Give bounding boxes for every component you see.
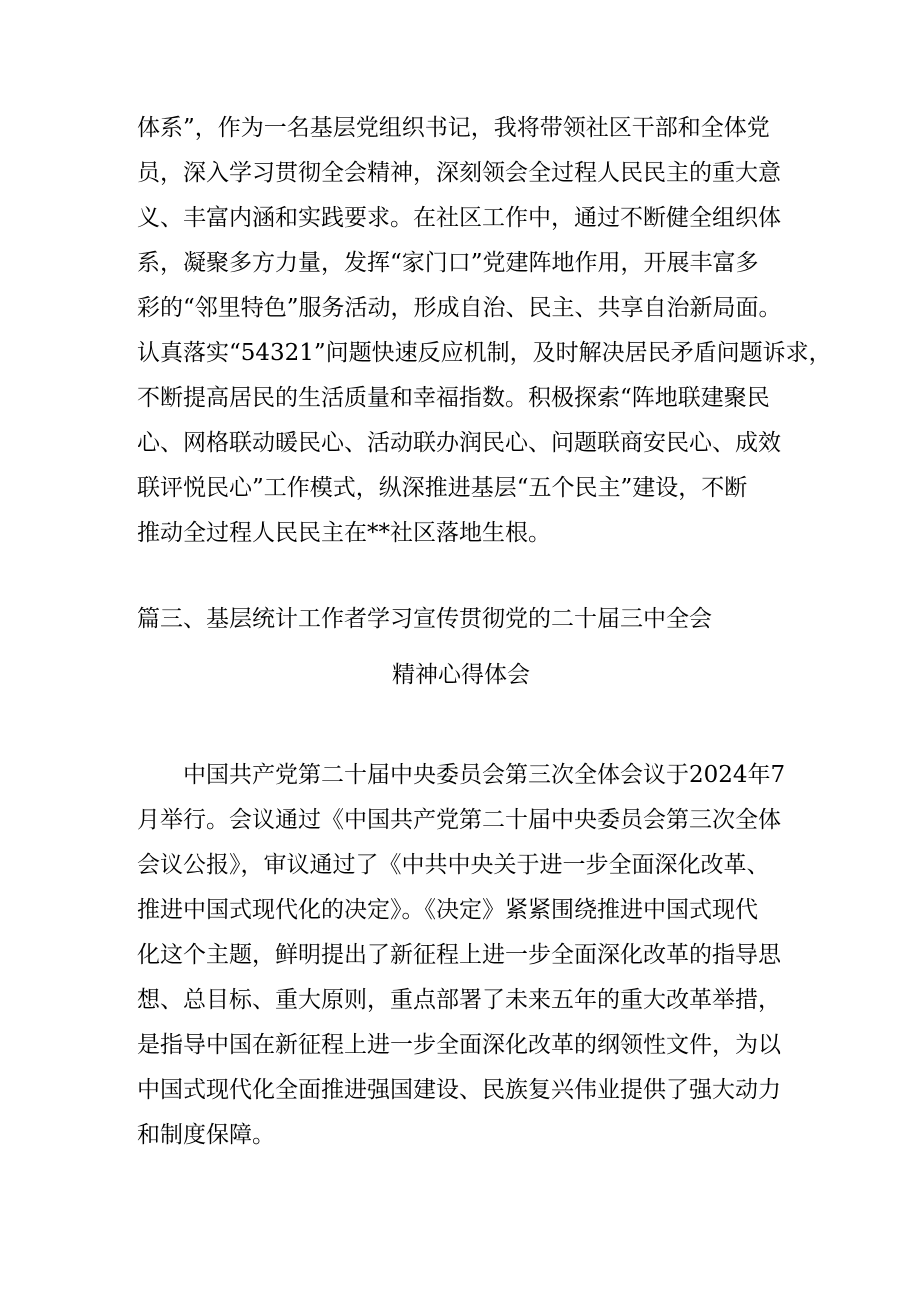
text-line: 月举行。会议通过《中国共产党第二十届中央委员会第三次全体 [137, 807, 781, 833]
text-line: 和制度保障。 [137, 1122, 275, 1148]
text-line: 化这个主题，鲜明提出了新征程上进一步全面深化改革的指导思 [137, 942, 781, 968]
section-title-line1: 篇三、基层统计工作者学习宣传贯彻党的二十届三中全会 [137, 606, 712, 632]
text-line: 联评悦民心”工作模式，纵深推进基层“五个民主”建设，不断 [137, 475, 748, 501]
text-line: 不断提高居民的生活质量和幸福指数。积极探索“阵地联建聚民 [137, 385, 770, 411]
text-line: 员，深入学习贯彻全会精神，深刻领会全过程人民民主的重大意 [137, 160, 781, 186]
text-line: 认真落实“54321”问题快速反应机制，及时解决居民矛盾问题诉求， [137, 340, 832, 366]
text-line: 体系”，作为一名基层党组织书记，我将带领社区干部和全体党 [137, 115, 770, 141]
text-line: 推进中国式现代化的决定》。《决定》紧紧围绕推进中国式现代 [137, 897, 758, 923]
text-line: 义、丰富内涵和实践要求。在社区工作中，通过不断健全组织体 [137, 205, 781, 231]
text-line: 中国共产党第二十届中央委员会第三次全体会议于2024年7 [183, 762, 786, 788]
text-line: 想、总目标、重大原则，重点部署了未来五年的重大改革举措， [137, 987, 781, 1013]
text-line: 彩的“邻里特色”服务活动，形成自治、民主、共享自治新局面。 [137, 295, 782, 321]
section-title-line2: 精神心得体会 [392, 662, 530, 688]
text-line: 中国式现代化全面推进强国建设、民族复兴伟业提供了强大动力 [137, 1077, 781, 1103]
text-line: 会议公报》，审议通过了《中共中央关于进一步全面深化改革、 [137, 852, 770, 878]
text-line: 心、网格联动暖民心、活动联办润民心、问题联商安民心、成效 [137, 430, 781, 456]
text-line: 是指导中国在新征程上进一步全面深化改革的纲领性文件，为以 [137, 1032, 781, 1058]
text-line: 系，凝聚多方力量，发挥“家门口”党建阵地作用，开展丰富多 [137, 250, 759, 276]
text-line: 推动全过程人民民主在**社区落地生根。 [137, 520, 551, 546]
